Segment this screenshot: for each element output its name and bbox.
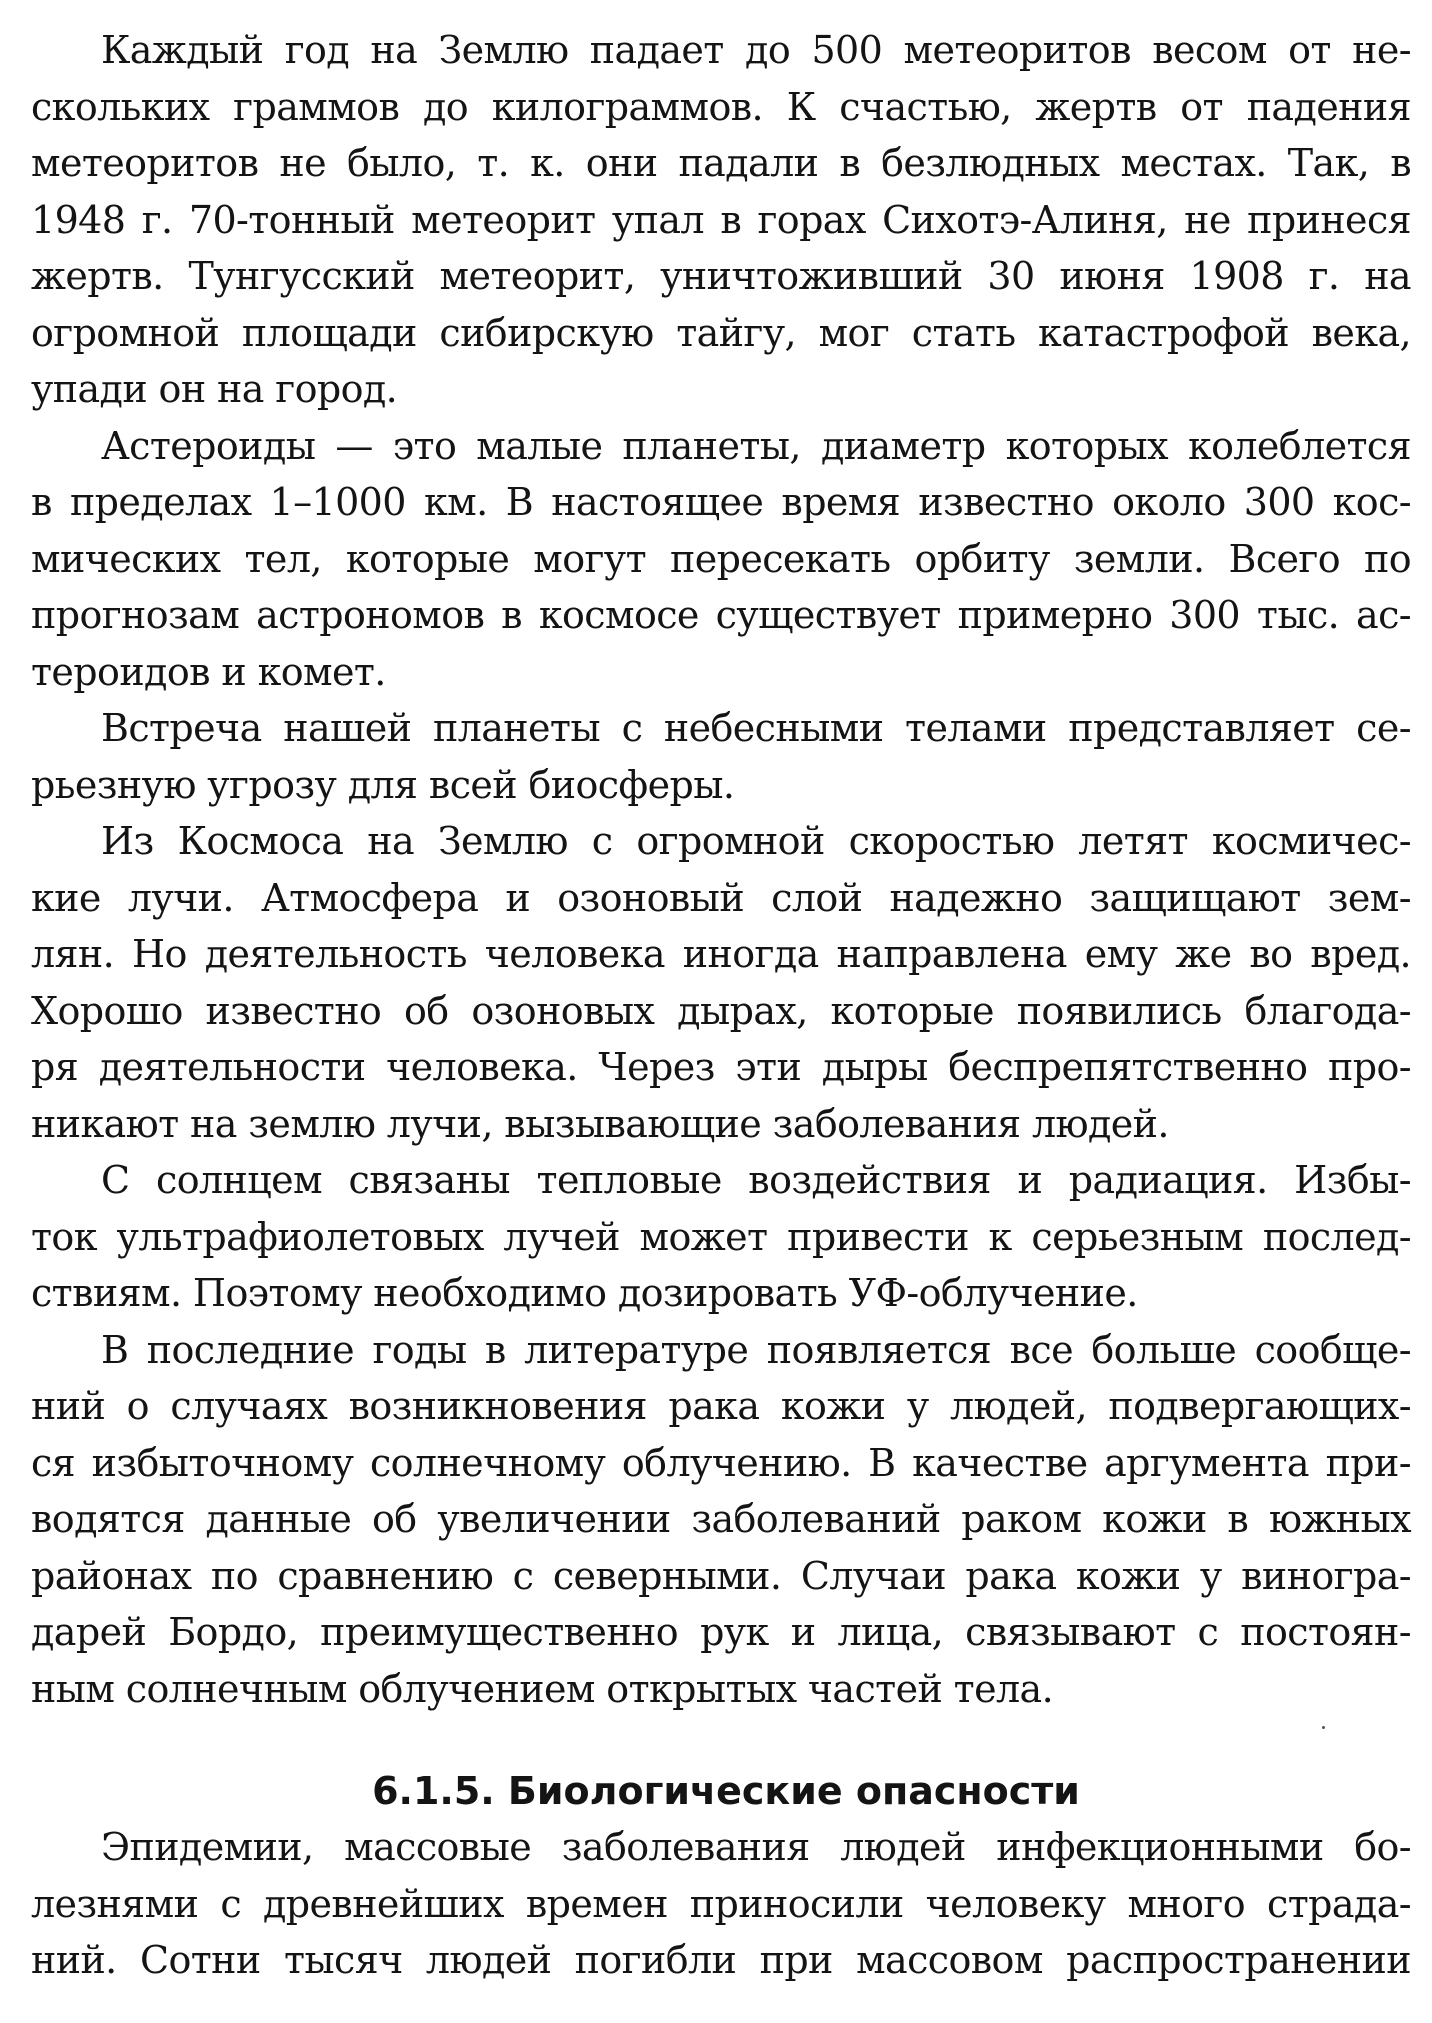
text-line: скольких граммов до килограммов. К счастью, жертв от падения bbox=[31, 84, 1411, 129]
text-line: лезнями с древнейших времен приносили человеку много страда- bbox=[31, 1881, 1411, 1926]
text-line: Эпидемии, массовые заболевания людей инфекционными бо- bbox=[101, 1825, 1411, 1869]
text-line: мических тел, которые могут пересекать орбиту земли. Всего по bbox=[31, 536, 1411, 581]
text-line: никают на землю лучи, вызывающие заболевания людей. bbox=[31, 1101, 1169, 1146]
text-line: ний о случаях возникновения рака кожи у людей, подвергающих- bbox=[31, 1384, 1411, 1428]
text-line: С солнцем связаны тепловые воздействия и радиация. Избы- bbox=[101, 1158, 1411, 1202]
text-line: ток ультрафиолетовых лучей может привести к серьезным послед- bbox=[31, 1214, 1411, 1259]
text-line: упади он на город. bbox=[31, 367, 398, 411]
paragraph-skin-cancer bbox=[31, 1322, 1411, 1718]
paragraph-meteorites bbox=[31, 22, 1411, 418]
paragraph-solar-radiation bbox=[31, 1152, 1411, 1322]
paragraph-biosphere-threat bbox=[31, 700, 1411, 813]
document-page bbox=[31, 22, 1411, 1989]
text-line: рьезную угрозу для всей биосферы. bbox=[31, 762, 735, 807]
text-line: Из Космоса на Землю с огромной скоростью летят космичес- bbox=[101, 819, 1411, 863]
text-line: ся избыточному солнечному облучению. В качестве аргумента при- bbox=[31, 1440, 1411, 1485]
text-line: В последние годы в литературе появляется все больше сообще- bbox=[101, 1327, 1411, 1372]
text-line: в пределах 1–1000 км. В настоящее время известно около 300 кос- bbox=[31, 480, 1411, 524]
text-line: ний. Сотни тысяч людей погибли при массовом распространении bbox=[31, 1938, 1411, 1982]
text-line: огромной площади сибирскую тайгу, мог стать катастрофой века, bbox=[31, 310, 1411, 355]
text-line: ря деятельности человека. Через эти дыры беспрепятственно про- bbox=[31, 1045, 1411, 1089]
text-line: районах по сравнению с северными. Случаи рака кожи у виногра- bbox=[31, 1553, 1411, 1598]
text-line: дарей Бордо, преимущественно рук и лица, связывают с постоян- bbox=[31, 1610, 1411, 1654]
section-heading: 6.1.5. Биологические опасности bbox=[372, 1769, 1080, 1813]
text-line: метеоритов не было, т. к. они падали в безлюдных местах. Так, в bbox=[31, 141, 1411, 185]
text-line: 1948 г. 70-тонный метеорит упал в горах Сихотэ-Алиня, не принеся bbox=[31, 197, 1411, 242]
text-line: жертв. Тунгусский метеорит, уничтоживший 30 июня 1908 г. на bbox=[31, 254, 1411, 298]
text-line: Хорошо известно об озоновых дырах, которые появились благода- bbox=[31, 988, 1411, 1033]
text-line: лян. Но деятельность человека иногда направлена ему же во вред. bbox=[31, 932, 1411, 976]
text-line: Астероиды — это малые планеты, диаметр которых колеблется bbox=[101, 423, 1411, 468]
text-line: ным солнечным облучением открытых частей тела. bbox=[31, 1666, 1054, 1711]
text-line: кие лучи. Атмосфера и озоновый слой надежно защищают зем- bbox=[31, 875, 1411, 920]
text-line: Каждый год на Землю падает до 500 метеоритов весом от не- bbox=[101, 28, 1411, 72]
scan-speck bbox=[1322, 1726, 1325, 1729]
text-line: прогнозам астрономов в космосе существует примерно 300 тыс. ас- bbox=[31, 593, 1411, 637]
text-line: тероидов и комет. bbox=[31, 649, 386, 694]
text-line: водятся данные об увеличении заболеваний раком кожи в южных bbox=[31, 1497, 1411, 1541]
paragraph-asteroids bbox=[31, 418, 1411, 701]
paragraph-cosmic-rays bbox=[31, 813, 1411, 1152]
paragraph-epidemics bbox=[31, 1819, 1411, 1989]
text-line: ствиям. Поэтому необходимо дозировать УФ-облучение. bbox=[31, 1271, 1138, 1315]
text-line: Встреча нашей планеты с небесными телами представляет се- bbox=[101, 706, 1411, 750]
